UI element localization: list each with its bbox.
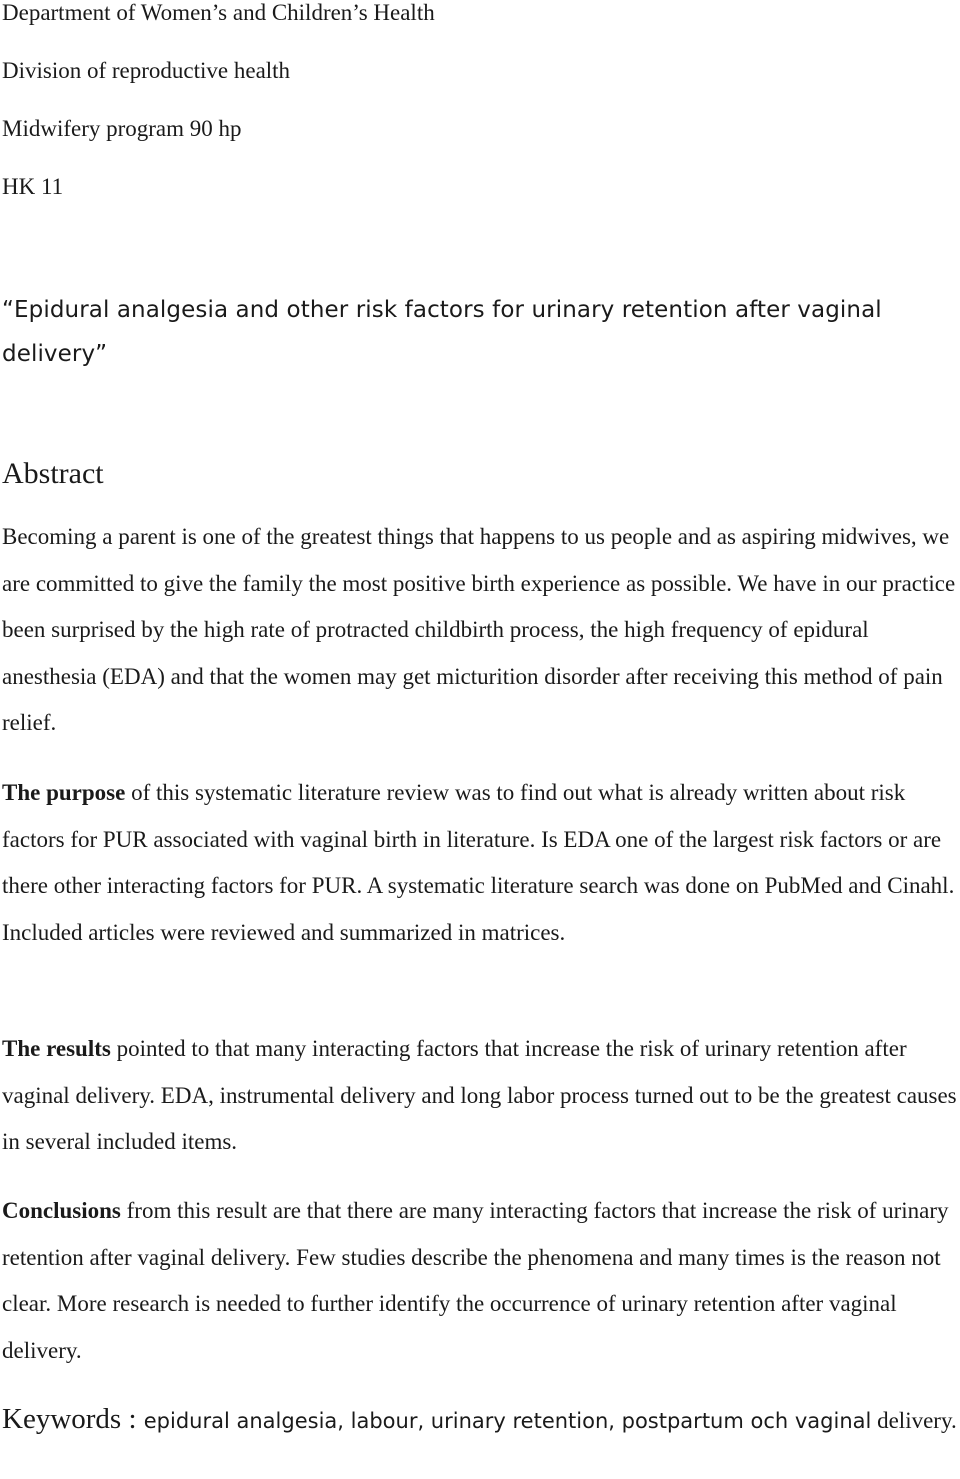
thesis-title: “Epidural analgesia and other risk factors for urinary retention after vaginal delivery” [2,297,882,367]
results-paragraph [2,1026,957,1166]
division-line: Division of reproductive health [2,58,291,83]
keywords-label: Keywords [2,1403,122,1435]
purpose-label: The purpose [2,780,126,805]
keywords-paragraph [2,1399,957,1444]
results-label: The results [2,1036,111,1061]
keywords-tail: delivery. [871,1408,957,1433]
conclusions-paragraph [2,1188,957,1374]
purpose-paragraph [2,770,957,956]
abstract-heading: Abstract [2,457,104,490]
purpose-text: of this systematic literature review was to find out what is already written about risk factors for PUR associated with vaginal birth in literature. Is EDA one of the largest risk factors or are there other interacting factors for PUR. A systematic literature search was done on PubMed and Cinahl. Included articles were reviewed and summarized in matrices. [2,780,955,945]
keywords-colon: : [121,1403,144,1435]
department-line: Department of Women’s and Children’s Health [2,0,435,25]
program-line: Midwifery program 90 hp [2,116,242,141]
conclusions-label: Conclusions [2,1198,121,1223]
keywords-text: epidural analgesia, labour, urinary retention, postpartum och vaginal [143,1409,872,1433]
abstract-intro-paragraph: Becoming a parent is one of the greatest things that happens to us people and as aspiring midwives, we are committed to give the family the most positive birth experience as possible. We have in our practice been surprised by the high rate of protracted childbirth process, the high frequency of epidural anesthesia (EDA) and that the women may get micturition disorder after receiving this method of pain relief. [2,524,956,735]
course-code-line: HK 11 [2,174,64,199]
results-text: pointed to that many interacting factors that increase the risk of urinary retention after vaginal delivery. EDA, instrumental delivery and long labor process turned out to be the greatest causes in several included items. [2,1036,957,1154]
conclusions-text: from this result are that there are many interacting factors that increase the risk of urinary retention after vaginal delivery. Few studies describe the phenomena and many times is the reason not clear. More research is needed to further identify the occurrence of urinary retention after vaginal delivery. [2,1198,949,1363]
